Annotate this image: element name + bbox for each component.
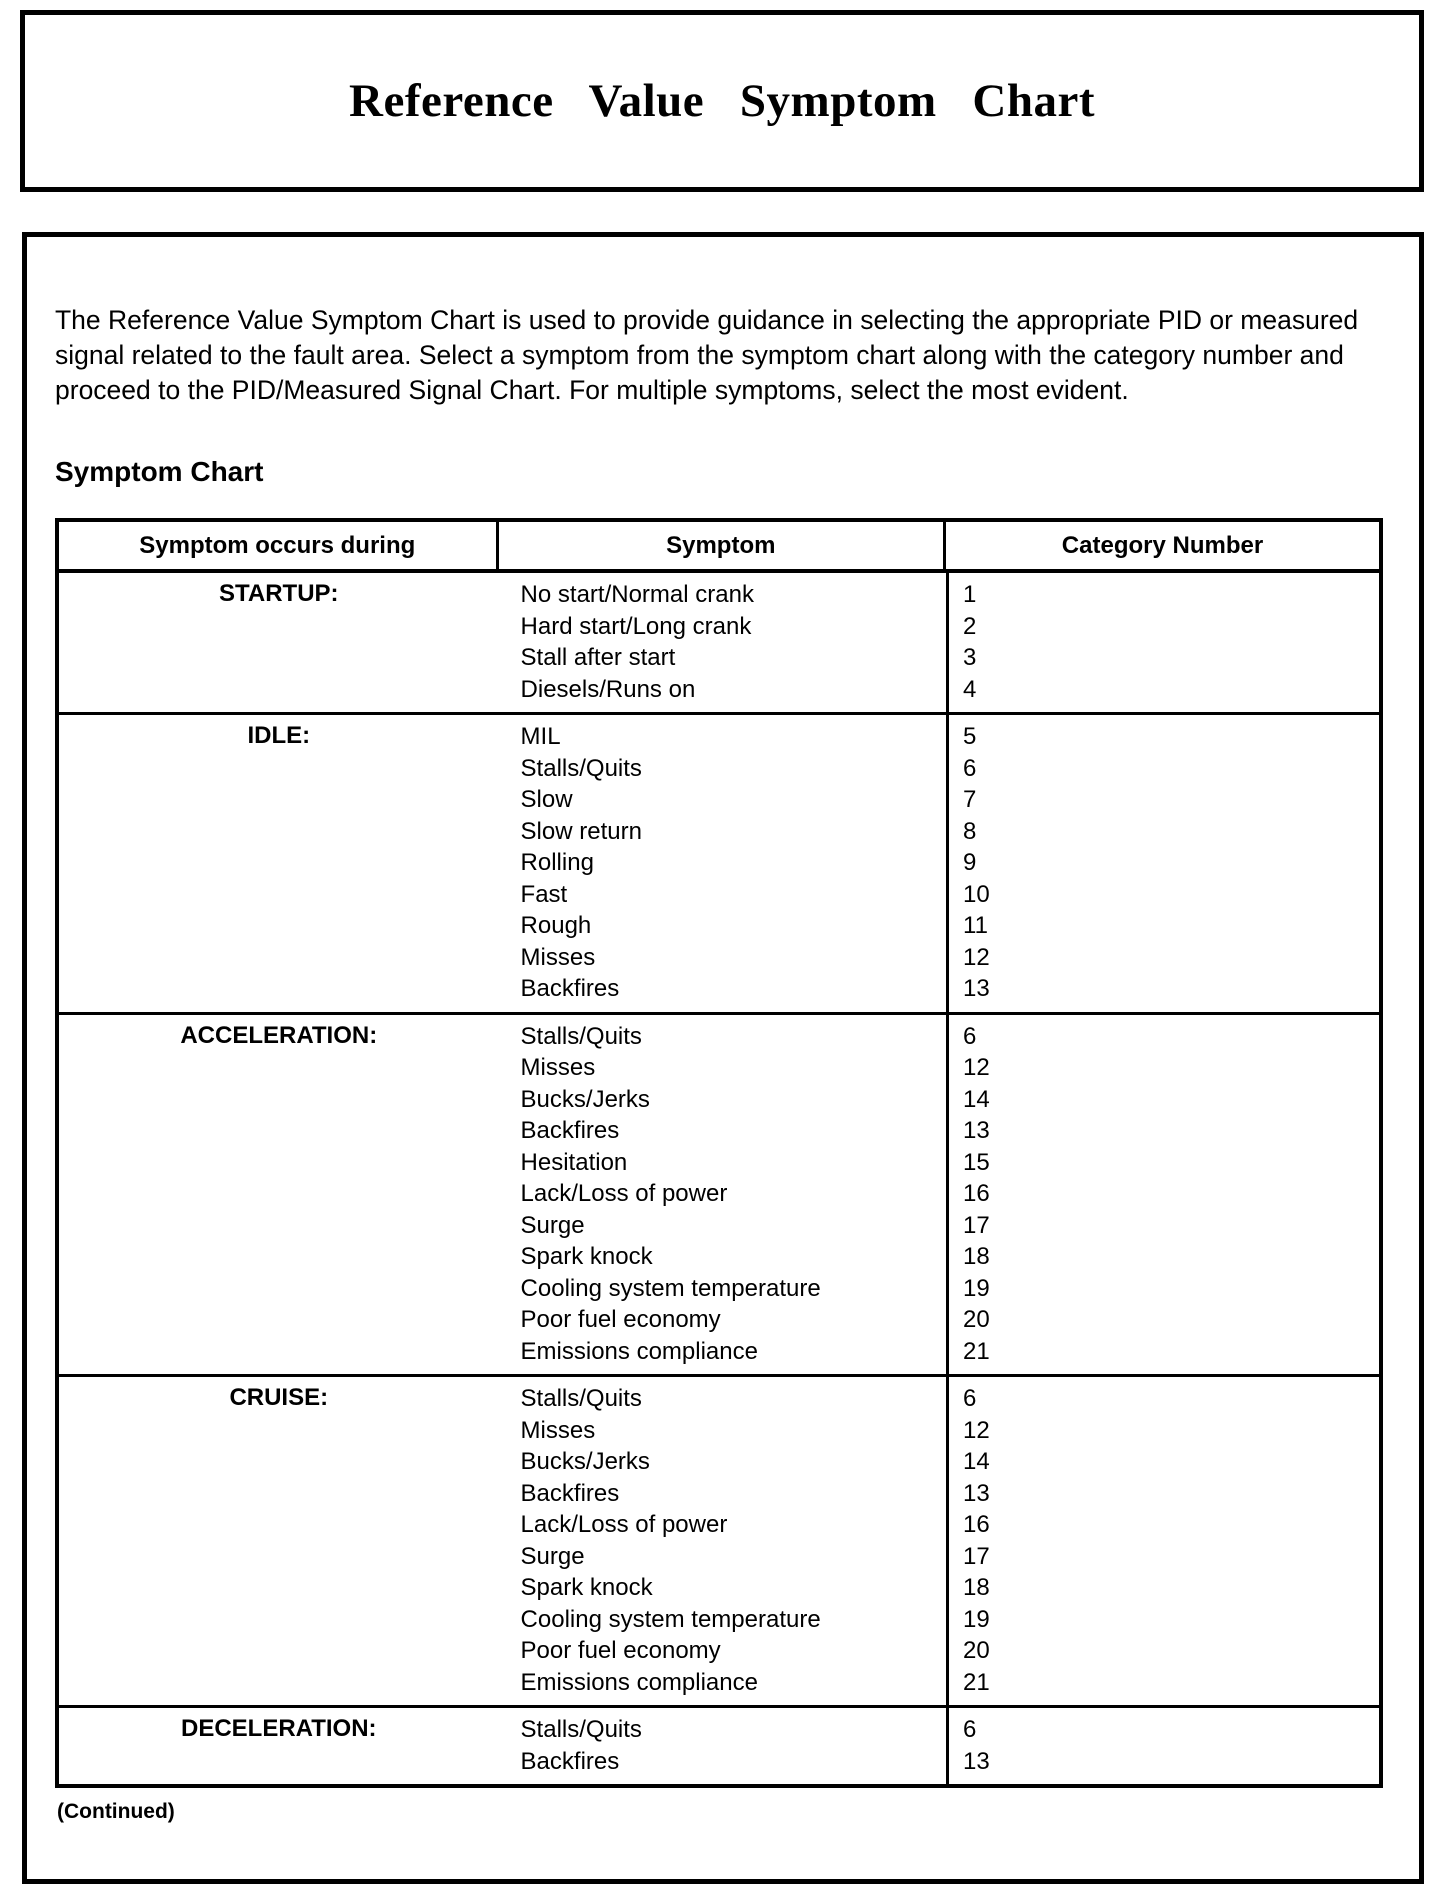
symptom-value: MIL [520,723,561,750]
symptom-value: Bucks/Jerks [520,1085,650,1113]
category-number-value: 13 [963,1479,990,1507]
category-number-value: 2 [963,612,977,640]
symptom-value: Spark knock [520,1574,653,1601]
symptom-cell-list [499,1015,946,1375]
symptom-value: Backfires [520,1747,620,1775]
symptom-value: Poor fuel economy [520,1306,721,1333]
symptom-value: Spark knock [520,1243,653,1270]
symptom-value: Emissions compliance [520,1668,758,1696]
group-label: STARTUP: [219,580,339,607]
category-number-value: 21 [963,1337,990,1365]
category-number-value: 9 [963,849,977,876]
category-number-value: 20 [963,1306,990,1333]
category-number-value: 20 [963,1637,990,1664]
symptom-value: Rolling [520,849,594,876]
symptom-value: Backfires [520,975,620,1002]
category-number-value: 17 [963,1542,990,1570]
category-number-value: 5 [963,723,977,750]
category-number-value: 17 [963,1211,990,1239]
symptom-value: Lack/Loss of power [520,1180,728,1207]
symptom-cell-list [499,573,946,712]
symptom-value: Backfires [520,1117,620,1144]
category-number-value: 18 [963,1243,990,1270]
symptom-value: Slow [520,786,573,813]
category-number-value: 21 [963,1668,990,1696]
category-number-value: 6 [963,754,977,782]
symptom-value: Cooling system temperature [520,1274,821,1302]
table-group [59,1012,1379,1375]
intro-paragraph: The Reference Value Symptom Chart is used to provide guidance in selecting the appropriate PID or measured signal related to the fault area. Select a symptom from the symptom chart along with the category number and proceed to the PID/Measured Signal Chart. For multiple symptoms, select the most evident. [55,305,1359,405]
symptom-value: Rough [520,912,592,939]
table-group [59,1705,1379,1784]
category-number-value: 16 [963,1180,990,1207]
content-box [22,232,1424,1884]
symptom-value: Hard start/Long crank [520,612,752,640]
symptom-cell-list [499,1377,946,1705]
category-number-value: 16 [963,1511,990,1538]
header-symptom: Symptom [499,522,946,569]
category-number-value: 13 [963,1117,990,1144]
category-number-value: 3 [963,644,977,671]
category-number-value: 19 [963,1605,990,1633]
symptom-value: Misses [520,943,596,971]
category-cell-list [946,1708,1379,1784]
symptom-value: Stalls/Quits [520,1385,642,1412]
symptom-table-header [59,522,1379,573]
category-number-value: 14 [963,1448,990,1475]
table-group [59,712,1379,1012]
symptom-value: Diesels/Runs on [520,675,696,703]
category-number-value: 8 [963,817,977,845]
header-symptom-occurs-during: Symptom occurs during [59,522,499,569]
symptom-table [55,518,1383,1788]
group-label: DECELERATION: [180,1715,377,1742]
symptom-value: Stall after start [520,644,676,671]
page-title: Reference Value Symptom Chart [349,75,1095,127]
symptom-value: Slow return [520,817,642,845]
group-label: IDLE: [247,722,311,749]
category-number-value: 14 [963,1085,990,1113]
group-label: CRUISE: [229,1384,329,1411]
symptom-cell-list [499,1708,946,1784]
symptom-value: Poor fuel economy [520,1637,721,1664]
category-number-value: 7 [963,786,977,813]
symptom-value: Cooling system temperature [520,1605,821,1633]
symptom-value: Stalls/Quits [520,754,642,782]
category-number-value: 13 [963,975,990,1002]
symptom-value: Lack/Loss of power [520,1511,728,1538]
symptom-value: Backfires [520,1479,620,1507]
title-box [20,10,1424,192]
symptom-value: Hesitation [520,1148,628,1176]
symptom-value: Stalls/Quits [520,1716,642,1743]
category-cell-list [946,715,1379,1012]
category-number-value: 6 [963,1385,977,1412]
continued-note: (Continued) [57,1800,175,1823]
category-number-value: 19 [963,1274,990,1302]
category-number-value: 12 [963,1416,990,1444]
category-cell-list [946,1015,1379,1375]
category-number-value: 15 [963,1148,990,1176]
section-heading: Symptom Chart [55,456,264,487]
table-group [59,1374,1379,1705]
group-label: ACCELERATION: [180,1021,378,1049]
symptom-value: Misses [520,1054,596,1081]
category-number-value: 12 [963,943,990,971]
symptom-value: Bucks/Jerks [520,1448,650,1475]
category-number-value: 4 [963,675,977,703]
symptom-value: Fast [520,880,568,908]
category-number-value: 11 [963,912,988,939]
symptom-table-body [59,573,1379,1784]
category-cell-list [946,1377,1379,1705]
category-number-value: 6 [963,1022,977,1050]
header-category-number: Category Number [1061,532,1264,559]
symptom-value: Surge [520,1211,585,1239]
category-number-value: 13 [963,1747,990,1775]
category-number-value: 12 [963,1054,990,1081]
category-number-value: 18 [963,1574,990,1601]
symptom-value: Stalls/Quits [520,1022,642,1050]
category-number-value: 6 [963,1716,977,1743]
symptom-value: No start/Normal crank [520,581,754,608]
symptom-cell-list [499,715,946,1012]
symptom-value: Emissions compliance [520,1337,758,1365]
category-cell-list [946,573,1379,712]
category-number-value: 10 [963,880,990,908]
symptom-value: Surge [520,1542,585,1570]
symptom-value: Misses [520,1416,596,1444]
table-group [59,573,1379,712]
category-number-value: 1 [963,581,977,608]
